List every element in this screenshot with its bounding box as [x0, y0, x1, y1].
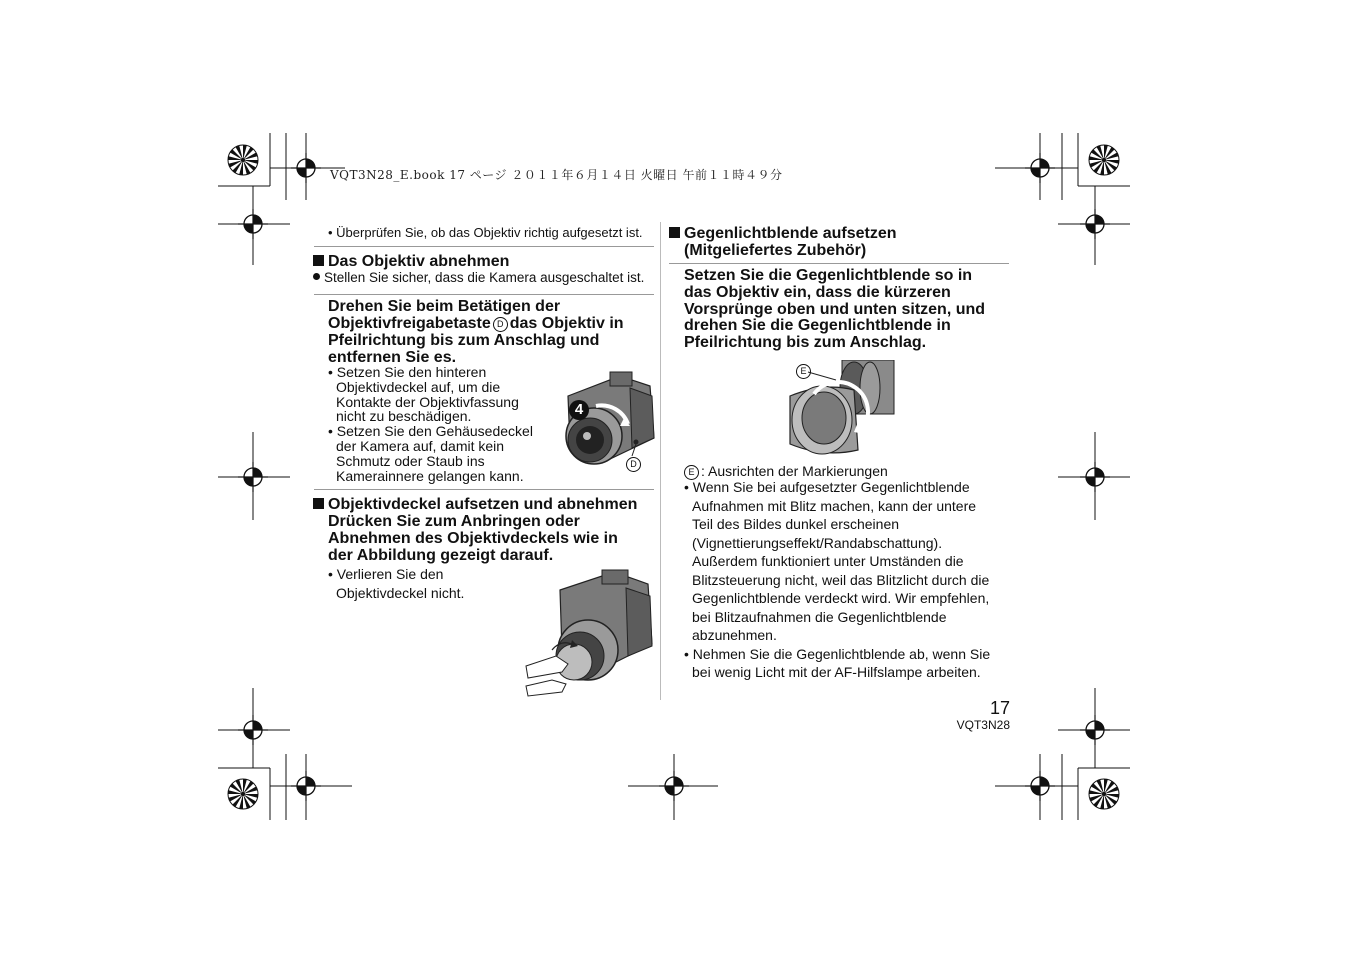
bullet-list-rear-cap: • Setzen Sie den hinteren Objektivdeckel auf, um die Kontakte der Objektivfassung nicht zu beschädigen. • Setzen Sie den Gehäusedeckel der Kamera auf, damit kein Schmutz oder Staub ins Kamerainnere gelangen kann.: [328, 364, 533, 484]
lens-hood-illustration: [784, 360, 896, 460]
camera-lens-cap-illustration: [522, 568, 656, 700]
divider: [314, 489, 654, 490]
top-bullet: • Überprüfen Sie, ob das Objektiv richtig aufgesetzt ist.: [328, 225, 643, 240]
square-bullet-icon: [669, 227, 680, 238]
note-camera-off: Stellen Sie sicher, dass die Kamera ausgeschaltet ist.: [313, 270, 644, 285]
instruction-lens-hood: Setzen Sie die Gegenlichtblende so in das Objektiv ein, dass die kürzeren Vorsprünge oben und unten sitzen, und drehen Sie die Gegenlichtblende in Pfeilrichtung bis zum Anschlag.: [684, 267, 986, 352]
marker-e-label: E: [794, 362, 813, 380]
bullet-lens-cap: • Verlieren Sie den Objektivdeckel nicht.: [328, 566, 465, 601]
print-header: VQT3N28_E.book 17 ページ ２０１１年６月１４日 火曜日 午前１１時４９分: [330, 168, 783, 182]
divider: [669, 263, 1009, 264]
bullet-list-lens-hood: • Wenn Sie bei aufgesetzter Gegenlichtblende Aufnahmen mit Blitz machen, kann der untere Teil des Bildes dunkel erscheinen (Vignettierungseffekt/Randabschattung). Außerdem funktioniert unter Umständen die Blitzsteuerung nicht, weil das Blitzlicht durch die Gegenlichtblende verdeckt wird. Wir empfehlen, bei Blitzaufnahmen die Gegenlichtblende abzunehmen. • Nehmen Sie die Gegenlichtblende ab, wenn Sie bei wenig Licht mit der AF-Hilfslampe arbeiten.: [684, 479, 991, 680]
divider: [314, 294, 654, 295]
page-number: 17: [989, 698, 1010, 718]
top-bullet-text: Überprüfen Sie, ob das Objektiv richtig aufgesetzt ist.: [336, 225, 643, 240]
column-divider: [660, 222, 661, 700]
square-bullet-icon: [313, 255, 324, 266]
marker-e-icon: E: [684, 465, 699, 480]
marker-d-icon: D: [493, 317, 508, 332]
marker-d-label: D: [624, 455, 643, 473]
section-heading-lens-cap: Objektivdeckel aufsetzen und abnehmen Drücken Sie zum Anbringen oder Abnehmen des Objektivdeckels wie in der Abbildung gezeigt darauf.: [313, 496, 653, 564]
legend-marker-e: E : Ausrichten der Markierungen: [684, 463, 888, 480]
divider: [314, 246, 654, 247]
square-bullet-icon: [313, 498, 324, 509]
step-4-badge: 4: [569, 400, 589, 420]
section-heading-remove-lens: Das Objektiv abnehmen: [313, 253, 509, 270]
instruction-remove-lens: Drehen Sie beim Betätigen der Objektivfreigabetaste D das Objektiv in Pfeilrichtung bis zum Anschlag und entfernen Sie es.: [328, 298, 624, 366]
dot-bullet-icon: [313, 273, 320, 280]
doc-code: VQT3N28: [956, 718, 1010, 732]
section-heading-lens-hood: Gegenlichtblende aufsetzen (Mitgeliefertes Zubehör): [669, 225, 1009, 259]
camera-remove-lens-illustration: [560, 368, 660, 472]
